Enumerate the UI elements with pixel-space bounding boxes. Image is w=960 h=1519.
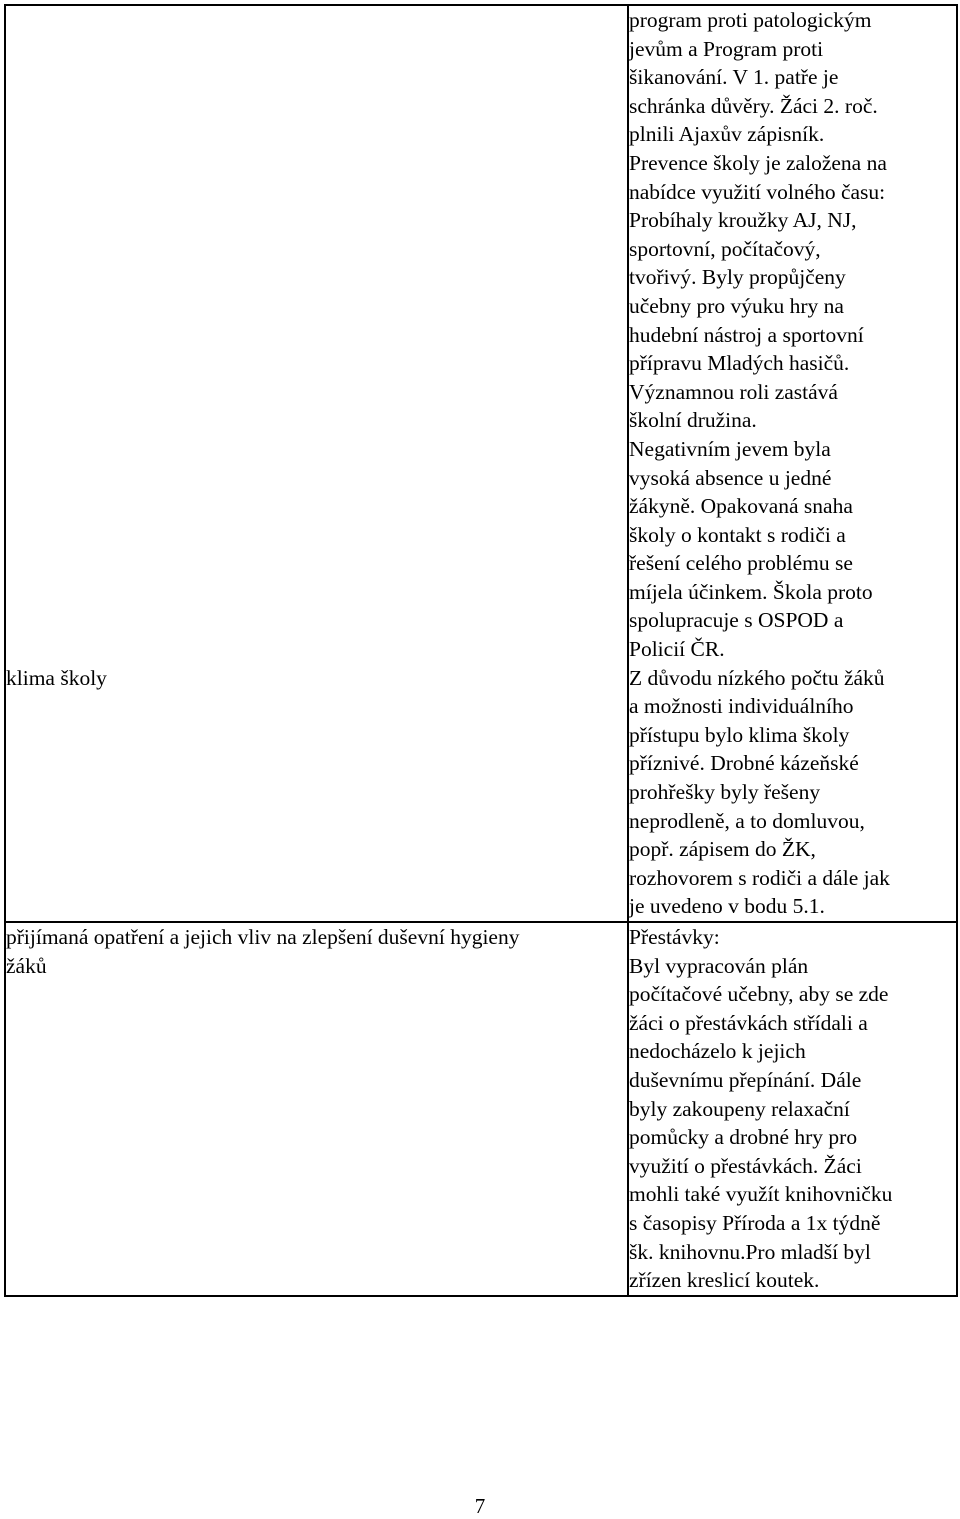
table-row — [5, 922, 957, 1296]
row-text: Přestávky: Byl vypracován plán počítačové učebny, aby se zde žáci o přestávkách střídali a nedocházelo k jejich duševnímu přepínání. Dále byly zakoupeny relaxační pomůcky a drobné hry pro využití o přestávkách. Žáci mohli také využít knihovničku s časopisy Příroda a 1x týdně šk. knihovnu.Pro mladší byl zřízen kreslicí koutek. — [629, 925, 893, 1293]
row-text: program proti patologickým jevům a Program proti šikanování. V 1. patře je schránka důvěry. Žáci 2. roč. plnili Ajaxův zápisník. Prevence školy je založena na nabídce využití volného času: Probíhaly kroužky AJ, NJ, sportovní, počítačový, tvořivý. Byly propůjčeny učebny pro výuku hry na hudební nástroj a sportovní přípravu Mladých hasičů. Významnou roli zastává školní družina. Negativním jevem byla vysoká absence u jedné žákyně. Opakovaná snaha školy o kontakt s rodiči a řešení celého problému se míjela účinkem. Škola proto spolupracuje s OSPOD a Policií ČR. Z důvodu nízkého počtu žáků a možnosti individuálního přístupu bylo klima školy příznivé. Drobné kázeňské prohřešky byly řešeny neprodleně, a to domluvou, popř. zápisem do ŽK, rozhovorem s rodiči a dále jak je uvedeno v bodu 5.1. — [629, 8, 890, 919]
row-text-cell — [628, 5, 957, 922]
content-table — [4, 4, 958, 1297]
row-label: přijímaná opatření a jejich vliv na zlepšení duševní hygieny žáků — [6, 925, 520, 978]
row-label-cell — [5, 922, 628, 1296]
row-text-cell — [628, 922, 957, 1296]
page-number: 7 — [474, 1494, 486, 1518]
row-label-cell — [5, 5, 628, 922]
table-row — [5, 5, 957, 922]
row-label: klima školy — [6, 666, 107, 690]
